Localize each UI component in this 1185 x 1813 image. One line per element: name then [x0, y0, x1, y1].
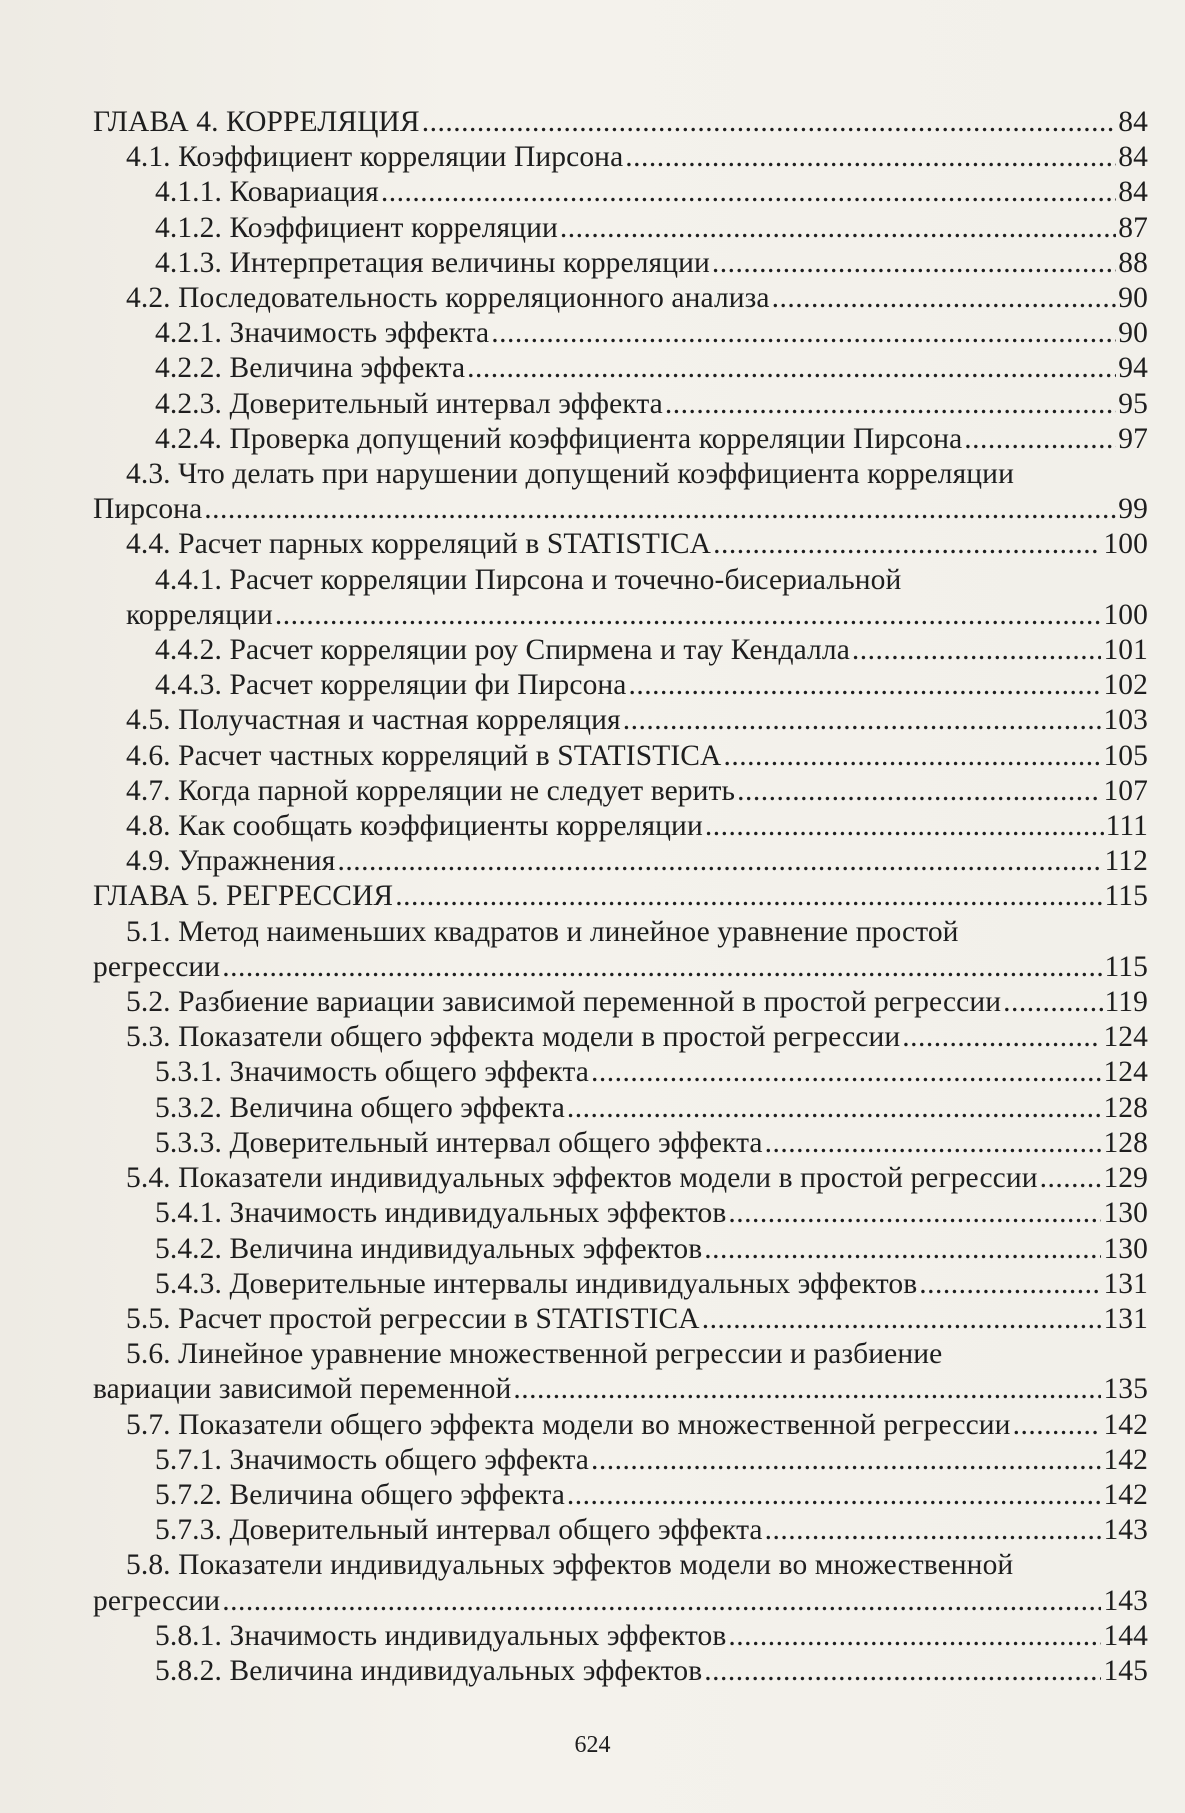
toc-entry	[93, 774, 1148, 809]
dot-leader	[513, 1372, 1101, 1407]
toc-entry-title: корреляции	[126, 598, 273, 631]
dot-leader	[204, 492, 1116, 527]
dot-leader	[1013, 1408, 1102, 1443]
dot-leader	[337, 844, 1102, 879]
toc-entry-title: 4.1.2. Коэффициент корреляции	[155, 211, 558, 244]
toc-entry-page: 135	[1103, 1373, 1148, 1406]
toc-entry-title: 4.7. Когда парной корреляции не следует верить	[126, 774, 736, 807]
toc-entry	[93, 1408, 1148, 1443]
dot-leader	[381, 175, 1116, 210]
toc-entry-page: 95	[1118, 387, 1148, 420]
toc-entry-title: 5.3.1. Значимость общего эффекта	[155, 1056, 590, 1089]
toc-entry	[93, 985, 1148, 1020]
toc-entry	[93, 316, 1148, 351]
toc-entry	[93, 1161, 1148, 1196]
dot-leader	[712, 246, 1116, 281]
toc-entry-page: 129	[1103, 1162, 1148, 1195]
toc-entry	[93, 457, 1148, 527]
toc-entry-title: 5.8.1. Значимость индивидуальных эффектов	[155, 1619, 727, 1652]
toc-entry-title: 5.4. Показатели индивидуальных эффектов модели в простой регрессии	[126, 1162, 1038, 1195]
dot-leader	[222, 950, 1102, 985]
toc-entry-page: 124	[1103, 1021, 1148, 1054]
toc-entry-title: 5.3.2. Величина общего эффекта	[155, 1091, 565, 1124]
toc-entry-title: 4.4.2. Расчет корреляции роу Спирмена и тау Кендалла	[155, 634, 850, 667]
dot-leader	[222, 1584, 1101, 1619]
toc-entry-page: 143	[1103, 1514, 1148, 1547]
dot-leader	[723, 739, 1101, 774]
toc-entry	[93, 915, 1148, 985]
dot-leader	[665, 387, 1116, 422]
toc-entry	[93, 668, 1148, 703]
toc-entry-title: ГЛАВА 4. КОРРЕЛЯЦИЯ	[93, 106, 420, 138]
toc-entry	[93, 1654, 1148, 1689]
dot-leader	[567, 1478, 1102, 1513]
toc-entry-page: 90	[1118, 317, 1148, 350]
toc-entry	[93, 1443, 1148, 1478]
dot-leader	[591, 1055, 1101, 1090]
toc-entry-page: 112	[1104, 845, 1148, 878]
dot-leader	[705, 809, 1104, 844]
dot-leader	[1003, 985, 1102, 1020]
toc-entry-title: 4.1.3. Интерпретация величины корреляции	[155, 246, 710, 279]
toc-entry-page: 130	[1103, 1197, 1148, 1230]
toc-entry	[93, 1091, 1148, 1126]
toc-entry-page: 131	[1103, 1267, 1148, 1300]
toc-entry-page: 105	[1103, 739, 1148, 772]
toc-entry	[93, 879, 1148, 914]
toc-entry-title: Пирсона	[93, 493, 203, 526]
toc-entry	[93, 527, 1148, 562]
toc-entry-title: 4.2.1. Значимость эффекта	[155, 317, 490, 350]
toc-entry-title: 5.8.2. Величина индивидуальных эффектов	[155, 1654, 703, 1687]
toc-entry-page: 115	[1104, 950, 1148, 983]
toc-entry-title: 5.3. Показатели общего эффекта модели в простой регрессии	[126, 1021, 901, 1054]
toc-entry-page: 94	[1118, 352, 1148, 385]
toc-entry	[93, 1337, 1148, 1407]
toc-entry	[93, 1020, 1148, 1055]
toc-entry	[93, 633, 1148, 668]
toc-entry-title: 5.4.1. Значимость индивидуальных эффектов	[155, 1197, 727, 1230]
toc-entry-title: 4.2.3. Доверительный интервал эффекта	[155, 387, 663, 420]
toc-entry	[93, 844, 1148, 879]
toc-entry-page: 100	[1103, 528, 1148, 561]
toc-entry-page: 115	[1104, 880, 1148, 913]
dot-leader	[737, 774, 1101, 809]
toc-entry-page: 130	[1103, 1232, 1148, 1265]
dot-leader	[772, 281, 1117, 316]
dot-leader	[1040, 1161, 1102, 1196]
toc-entry	[93, 1055, 1148, 1090]
toc-entry-page: 128	[1103, 1091, 1148, 1124]
toc-entry-title: 4.1. Коэффициент корреляции Пирсона	[126, 141, 624, 174]
toc-entry-title: 4.6. Расчет частных корреляций в STATISTICA	[126, 739, 722, 772]
toc-entry-title-line1: 5.1. Метод наименьших квадратов и линейное уравнение простой	[126, 915, 959, 948]
dot-leader	[591, 1443, 1101, 1478]
toc-entry-title: 5.3.3. Доверительный интервал общего эффекта	[155, 1126, 763, 1159]
toc-entry	[93, 703, 1148, 738]
dot-leader	[491, 316, 1116, 351]
toc-entry-title: 5.5. Расчет простой регрессии в STATISTICA	[126, 1302, 700, 1335]
toc-entry	[93, 211, 1148, 246]
toc-entry	[93, 1548, 1148, 1618]
table-of-contents	[93, 105, 1148, 1689]
toc-entry-page: 142	[1103, 1478, 1148, 1511]
toc-entry-page: 102	[1103, 669, 1148, 702]
toc-entry-page: 84	[1118, 141, 1148, 174]
toc-entry	[93, 246, 1148, 281]
toc-entry-page: 88	[1118, 246, 1148, 279]
toc-entry-title-line1: 5.6. Линейное уравнение множественной регрессии и разбиение	[126, 1338, 943, 1371]
toc-entry	[93, 563, 1148, 633]
toc-entry-page: 101	[1103, 634, 1148, 667]
dot-leader	[728, 1196, 1101, 1231]
dot-leader	[625, 140, 1116, 175]
toc-entry-title: 4.4.3. Расчет корреляции фи Пирсона	[155, 669, 627, 702]
toc-entry	[93, 1619, 1148, 1654]
toc-entry	[93, 1302, 1148, 1337]
toc-entry	[93, 140, 1148, 175]
toc-entry-page: 84	[1118, 176, 1148, 209]
toc-entry	[93, 1267, 1148, 1302]
toc-entry-title: 4.2.4. Проверка допущений коэффициента корреляции Пирсона	[155, 422, 963, 455]
toc-entry-page: 119	[1104, 986, 1148, 1019]
toc-entry	[93, 1232, 1148, 1267]
dot-leader	[275, 598, 1102, 633]
toc-entry-title: вариации зависимой переменной	[93, 1373, 512, 1406]
toc-entry-title: 5.4.2. Величина индивидуальных эффектов	[155, 1232, 703, 1265]
toc-entry-title: 4.8. Как сообщать коэффициенты корреляции	[126, 810, 703, 843]
toc-entry-title: 4.2.2. Величина эффекта	[155, 352, 466, 385]
toc-entry-title: 5.4.3. Доверительные интервалы индивидуальных эффектов	[155, 1267, 918, 1300]
toc-entry-title: 5.7.3. Доверительный интервал общего эффекта	[155, 1514, 763, 1547]
toc-entry-page: 84	[1118, 106, 1148, 138]
toc-entry	[93, 809, 1148, 844]
toc-entry-page: 100	[1103, 598, 1148, 631]
dot-leader	[704, 1654, 1101, 1689]
dot-leader	[902, 1020, 1101, 1055]
toc-entry-title: 4.5. Получастная и частная корреляция	[126, 704, 621, 737]
toc-entry-title-line1: 5.8. Показатели индивидуальных эффектов модели во множественной	[126, 1549, 1014, 1582]
toc-entry-title: ГЛАВА 5. РЕГРЕССИЯ	[93, 880, 394, 913]
toc-entry	[93, 1126, 1148, 1161]
toc-entry-title: 5.2. Разбиение вариации зависимой переменной в простой регрессии	[126, 986, 1002, 1019]
toc-entry-page: 142	[1103, 1443, 1148, 1476]
dot-leader	[467, 351, 1116, 386]
toc-entry-page: 107	[1103, 774, 1148, 807]
dot-leader	[629, 668, 1102, 703]
toc-entry	[93, 1478, 1148, 1513]
toc-entry-page: 143	[1103, 1584, 1148, 1617]
dot-leader	[765, 1513, 1102, 1548]
dot-leader	[422, 105, 1117, 140]
toc-entry-page: 128	[1103, 1126, 1148, 1159]
toc-entry-title: 5.7.1. Значимость общего эффекта	[155, 1443, 590, 1476]
toc-entry-title-line1: 4.4.1. Расчет корреляции Пирсона и точечно-бисериальной	[155, 563, 902, 596]
toc-entry-page: 99	[1118, 493, 1148, 526]
toc-entry-title: 4.1.1. Ковариация	[155, 176, 379, 209]
dot-leader	[728, 1619, 1101, 1654]
toc-entry-page: 131	[1103, 1302, 1148, 1335]
toc-entry-page: 142	[1103, 1408, 1148, 1441]
dot-leader	[713, 527, 1101, 562]
toc-entry-title: 5.7.2. Величина общего эффекта	[155, 1478, 565, 1511]
toc-entry	[93, 175, 1148, 210]
toc-entry-page: 90	[1118, 282, 1148, 315]
dot-leader	[567, 1091, 1102, 1126]
toc-entry-page: 124	[1103, 1056, 1148, 1089]
toc-entry	[93, 739, 1148, 774]
dot-leader	[560, 211, 1116, 246]
toc-entry	[93, 105, 1148, 140]
toc-entry-page: 111	[1105, 810, 1148, 843]
dot-leader	[704, 1232, 1101, 1267]
toc-entry-page: 144	[1103, 1619, 1148, 1652]
toc-entry-title: 4.4. Расчет парных корреляций в STATISTICA	[126, 528, 712, 561]
toc-entry	[93, 422, 1148, 457]
toc-entry	[93, 387, 1148, 422]
toc-entry	[93, 351, 1148, 386]
dot-leader	[964, 422, 1116, 457]
toc-entry-title: 4.9. Упражнения	[126, 845, 336, 878]
toc-entry-title: 4.2. Последовательность корреляционного анализа	[126, 282, 770, 315]
toc-entry-page: 87	[1118, 211, 1148, 244]
dot-leader	[395, 879, 1102, 914]
toc-entry-title: 5.7. Показатели общего эффекта модели во множественной регрессии	[126, 1408, 1011, 1441]
toc-entry-page: 103	[1103, 704, 1148, 737]
page-number: 624	[574, 1732, 611, 1758]
toc-entry	[93, 281, 1148, 316]
dot-leader	[852, 633, 1102, 668]
toc-entry	[93, 1513, 1148, 1548]
toc-entry-title: регрессии	[93, 950, 221, 983]
toc-entry-page: 97	[1118, 422, 1148, 455]
dot-leader	[702, 1302, 1102, 1337]
toc-entry-title: регрессии	[93, 1584, 221, 1617]
dot-leader	[765, 1126, 1102, 1161]
toc-entry-page: 145	[1103, 1654, 1148, 1687]
toc-entry-title-line1: 4.3. Что делать при нарушении допущений коэффициента корреляции	[126, 458, 1014, 491]
dot-leader	[623, 703, 1102, 738]
toc-entry	[93, 1196, 1148, 1231]
dot-leader	[919, 1267, 1101, 1302]
